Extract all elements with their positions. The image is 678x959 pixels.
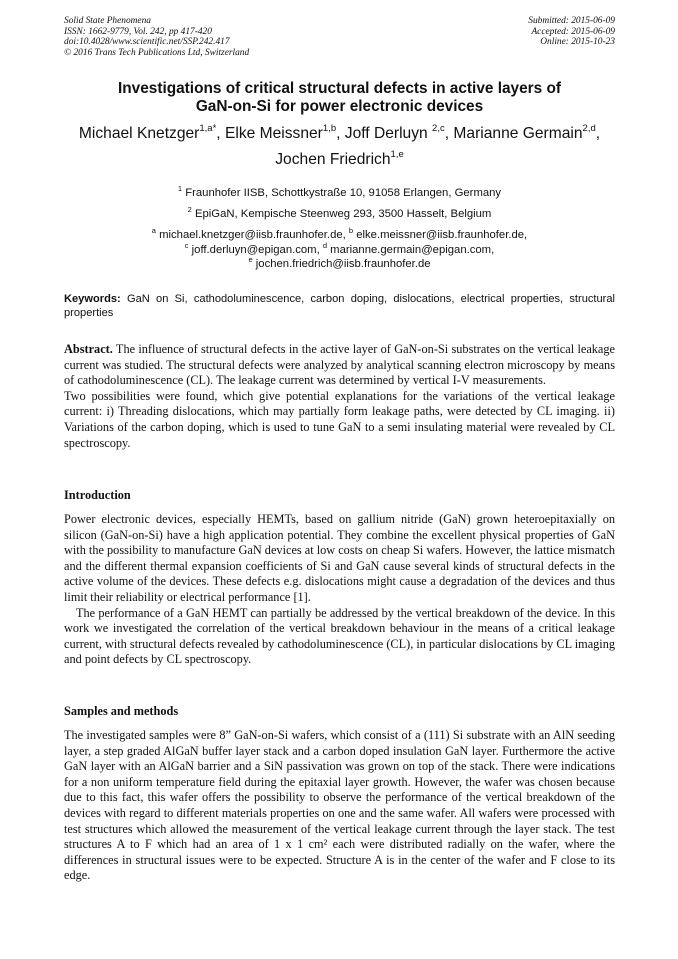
email-address: jochen.friedrich@iisb.fraunhofer.de <box>252 258 431 270</box>
author-separator: , <box>336 125 345 142</box>
author-affiliation-mark: 1,e <box>390 149 404 160</box>
author-separator: , <box>216 125 225 142</box>
email-address: marianne.germain@epigan.com, <box>327 243 495 256</box>
email-mark: a <box>151 226 156 235</box>
title-line-2: GaN-on-Si for power electronic devices <box>195 98 484 115</box>
email-address: michael.knetzger@iisb.fraunhofer.de, <box>155 229 349 241</box>
author-name: Jochen Friedrich <box>275 151 391 168</box>
author-affiliation-mark: 2,d <box>582 123 596 134</box>
section-heading-samples-and-methods: Samples and methods <box>64 704 179 718</box>
author-list <box>56 121 623 173</box>
author-name: Joff Derluyn <box>344 125 433 142</box>
email-mark: e <box>248 255 253 264</box>
journal-doi: doi:10.4028/www.scientific.net/SSP.242.417 <box>64 37 230 48</box>
author-name: Marianne Germain <box>453 125 583 142</box>
email-address: joff.derluyn@epigan.com, <box>188 243 323 256</box>
author-name: Elke Meissner <box>224 125 323 142</box>
abstract-text: The influence of structural defects in the active layer of GaN-on-Si substrates on the vertical leakage current was studied. The structural defects were analyzed by analytical scanning electron microscopy by means of cathodoluminescence (CL). The leakage current was determined by vertical I-V measurements. <box>64 342 615 388</box>
abstract <box>64 342 615 451</box>
journal-name: Solid State Phenomena <box>64 16 151 26</box>
author-affiliation-mark: 2,c <box>432 123 445 134</box>
email-mark: d <box>322 240 328 250</box>
title-line-1: Investigations of critical structural defects in active layers of <box>117 80 562 97</box>
online-date: Online: 2015-10-23 <box>540 37 615 48</box>
email-mark: c <box>184 240 189 250</box>
author-separator: , <box>444 125 454 142</box>
samples-and-methods-body <box>64 728 615 884</box>
abstract-paragraph-2: Two possibilities were found, which give potential explanations for the variations of the vertical leakage current: i) Threading dislocations, which may partially form leakage paths, were detected by CL imaging. ii) Variations of the carbon doping, which is used to tune GaN to a semi insulating material were revealed by CL spectroscopy. <box>64 388 615 450</box>
author-emails <box>64 228 615 272</box>
keywords <box>64 292 615 320</box>
submitted-date: Submitted: 2015-06-09 <box>528 16 615 26</box>
introduction-paragraph-1: Power electronic devices, especially HEMTs, based on gallium nitride (GaN) grown heteroepitaxially on silicon (GaN-on-Si) have a high application potential. They combine the excellent physical properties of GaN with the possibility to manufacture GaN devices at low costs on cheap Si wafers. However, the lattice mismatch and the different thermal expansion coefficients of Si and GaN cause several kinds of structural defects in the active volume of the devices. These defects e.g. dislocations might cause a degradation of the devices and thus limit their reliability or electrical performance [1]. <box>64 512 616 604</box>
affiliation-2 <box>64 207 615 221</box>
author-affiliation-mark: 1,a* <box>199 123 217 134</box>
samples-paragraph-1: The investigated samples were 8” GaN-on-Si wafers, which consist of a (111) Si substrate with an AlN seeding layer, a step graded AlGaN buffer layer stack and a carbon doped insulation GaN layer. Furthermore the active GaN layer with an AlGaN barrier and a SiN passivation was grown on top of the stack. There were indications for a non uniform temperature field during the epitaxial layer growth. However, the wafer was chosen because due to this fact, this wafer offers the possibility to observe the performance of the vertical breakdown of the devices with regard to different materials properties on one and the same wafer. All wafers were processed with test structures which allowed the measurement of the vertical leakage current through the layer stack. The test structures A to F which had an area of 1 x 1 cm² each were distributed radially on the wafer, where the differences in structural issues were to be expected. Structure A is in the center of the wafer and F close to its edge. <box>64 728 615 883</box>
journal-issn: ISSN: 1662-9779, Vol. 242, pp 417-420 <box>64 26 212 37</box>
journal-copyright: © 2016 Trans Tech Publications Ltd, Switzerland <box>64 47 250 58</box>
author-name: Michael Knetzger <box>78 125 200 142</box>
affiliation-text: Fraunhofer IISB, Schottkystraße 10, 91058 Erlangen, Germany <box>182 187 502 199</box>
author-separator: , <box>595 125 601 142</box>
email-mark: b <box>348 226 354 235</box>
introduction-paragraph-2: The performance of a GaN HEMT can partially be addressed by the vertical breakdown of the device. In this work we investigated the correlation of the vertical breakdown behaviour in the means of a critical leakage current, with structural defects revealed by cathodoluminescence (CL), in particular dislocations by CL imaging and point defects by CL spectroscopy. <box>64 605 616 667</box>
abstract-paragraph-1 <box>64 342 615 389</box>
keywords-label: Keywords: <box>64 293 121 305</box>
author-affiliation-mark: 1,b <box>322 123 337 134</box>
affiliation-1 <box>64 186 615 200</box>
keywords-text: GaN on Si, cathodoluminescence, carbon doping, dislocations, electrical properties, structural properties <box>64 293 615 319</box>
submission-dates <box>528 16 615 48</box>
abstract-label: Abstract. <box>64 342 113 356</box>
section-heading-introduction: Introduction <box>64 488 131 502</box>
paper-title <box>64 80 615 116</box>
introduction-body <box>64 512 615 668</box>
email-address: elke.meissner@iisb.fraunhofer.de, <box>353 229 528 241</box>
affiliation-text: EpiGaN, Kempische Steenweg 293, 3500 Hasselt, Belgium <box>191 208 492 220</box>
affiliation-mark: 1 <box>177 184 183 193</box>
affiliation-mark: 2 <box>187 205 192 214</box>
journal-info <box>64 16 249 58</box>
accepted-date: Accepted: 2015-06-09 <box>531 26 615 37</box>
